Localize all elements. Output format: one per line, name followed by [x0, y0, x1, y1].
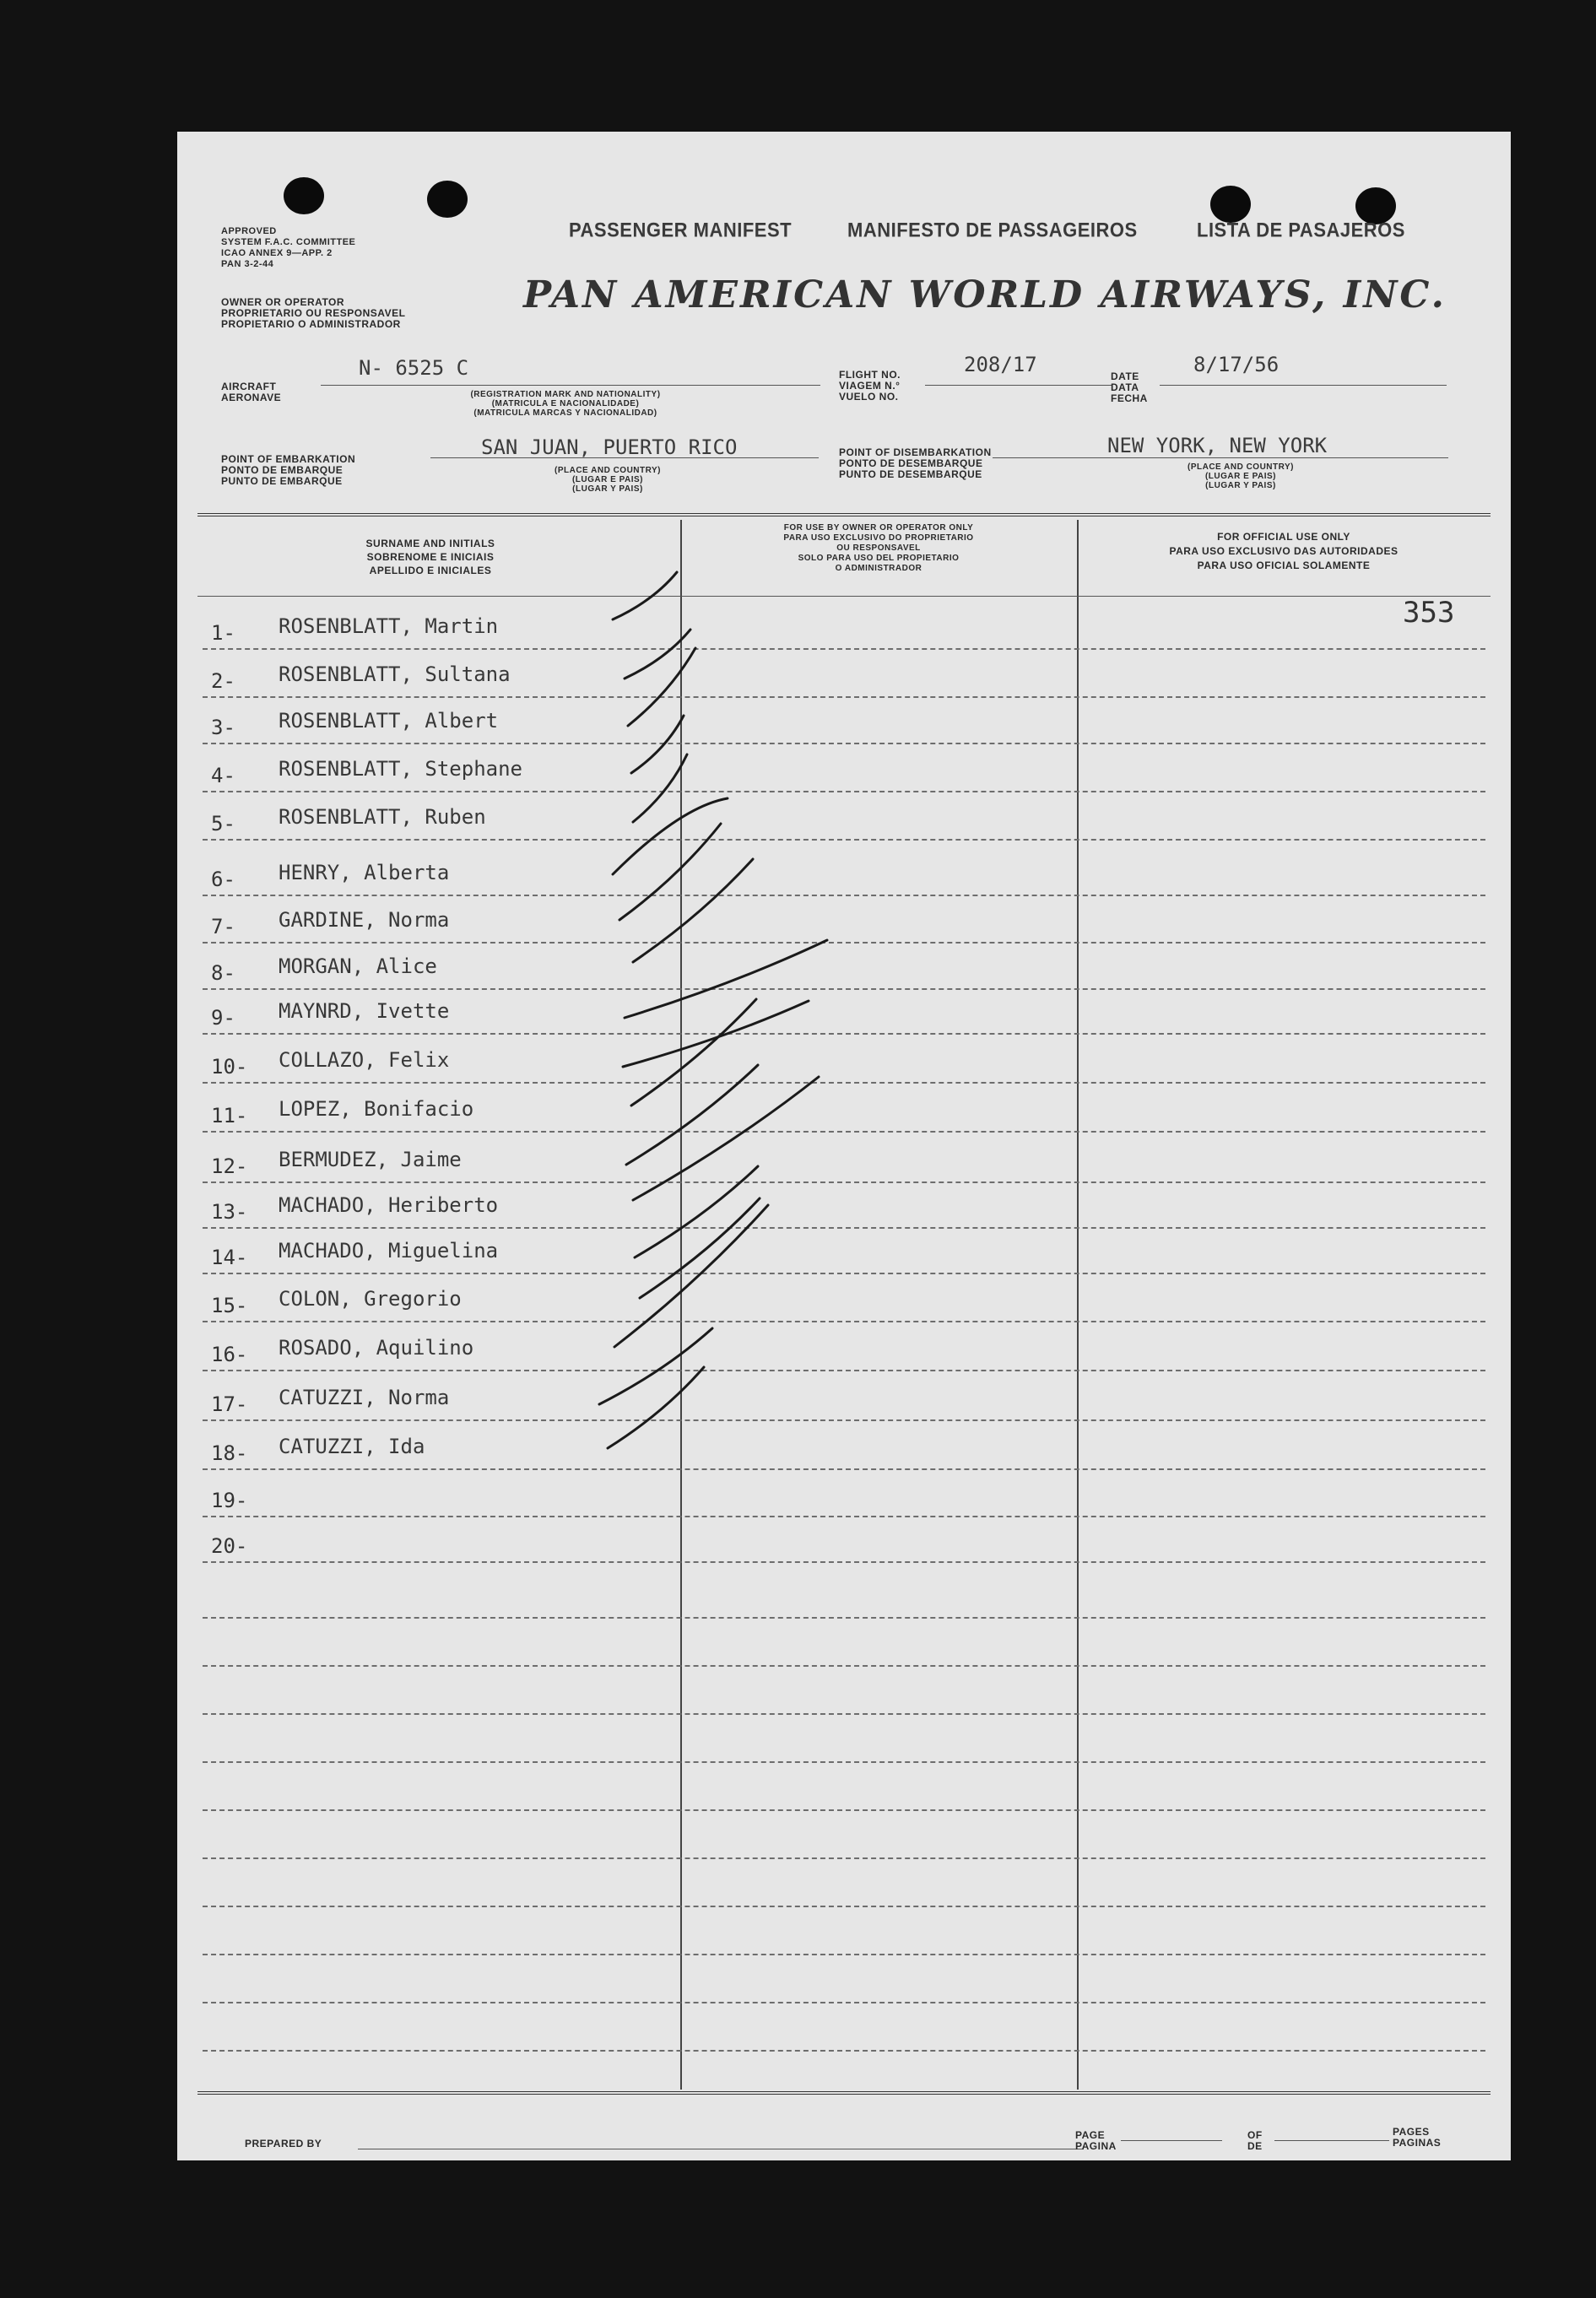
passenger-name: BERMUDEZ, Jaime [279, 1148, 462, 1171]
passenger-name: ROSADO, Aquilino [279, 1336, 474, 1360]
approval-block [221, 226, 355, 270]
row-line [203, 648, 1485, 650]
table-top-rule [197, 513, 1491, 516]
punch-hole [284, 177, 324, 214]
blank-line [203, 1761, 1485, 1763]
passenger-name: MACHADO, Heriberto [279, 1193, 499, 1217]
row-line [203, 743, 1485, 744]
official-number: 353 [1403, 596, 1455, 630]
flight-date: 8/17/56 [1193, 353, 1280, 376]
row-line [203, 1321, 1485, 1322]
row-number: 2- [211, 669, 235, 693]
passenger-name: GARDINE, Norma [279, 908, 450, 932]
flight-number: 208/17 [964, 353, 1037, 376]
check-mark [626, 1065, 758, 1165]
row-line [203, 1273, 1485, 1274]
passenger-name: MAYNRD, Ivette [279, 999, 450, 1023]
row-line [203, 1082, 1485, 1084]
row-line [203, 1468, 1485, 1470]
check-mark [635, 1166, 758, 1257]
header-bottom-rule [197, 596, 1491, 597]
row-line [203, 791, 1485, 792]
row-line [203, 1561, 1485, 1563]
check-mark [613, 798, 728, 874]
blank-line [203, 1617, 1485, 1619]
row-number: 17- [211, 1392, 248, 1416]
aircraft-label: AIRCRAFT AERONAVE [221, 381, 282, 403]
row-line [203, 895, 1485, 896]
check-mark [633, 859, 753, 962]
row-line [203, 1419, 1485, 1421]
airline-name: PAN AMERICAN WORLD AIRWAYS, INC. [523, 273, 1447, 316]
passenger-name: CATUZZI, Ida [279, 1435, 425, 1458]
check-mark [628, 648, 695, 726]
row-number: 14- [211, 1246, 248, 1269]
row-number: 18- [211, 1441, 248, 1465]
embarkation-label: POINT OF EMBARKATION PONTO DE EMBARQUE PUNTO DE EMBARQUE [221, 453, 356, 487]
column-header-owner-use: FOR USE BY OWNER OR OPERATOR ONLY PARA USO EXCLUSIVO DO PROPRIETARIO OU RESPONSAVEL SOLO PARA USO DEL PROPIETARIO O ADMINISTRADOR [783, 523, 974, 573]
check-mark [599, 1328, 712, 1404]
column-divider-left [680, 520, 682, 2090]
row-line [203, 942, 1485, 944]
title-portuguese: MANIFESTO DE PASSAGEIROS [847, 218, 1138, 242]
blank-line [203, 1665, 1485, 1667]
approval-line: PAN 3-2-44 [221, 259, 274, 269]
check-mark [608, 1367, 704, 1448]
row-number: 19- [211, 1489, 248, 1512]
row-number: 7- [211, 915, 235, 938]
page-line [1121, 2140, 1222, 2141]
title-spanish: LISTA DE PASAJEROS [1197, 218, 1405, 242]
row-number: 16- [211, 1343, 248, 1366]
of-label: OF DE [1247, 2129, 1263, 2152]
blank-line [203, 1713, 1485, 1715]
approval-line: SYSTEM F.A.C. COMMITTEE [221, 237, 356, 247]
column-header-names: SURNAME AND INITIALS SOBRENOME E INICIAIS APELLIDO E INICIALES [365, 538, 495, 576]
passenger-name: ROSENBLATT, Ruben [279, 805, 486, 829]
aircraft-sublabel: (REGISTRATION MARK AND NATIONALITY) (MATRICULA E NACIONALIDADE) (MATRICULA MARCAS Y NACIONALIDAD) [470, 390, 661, 418]
approval-line: ICAO ANNEX 9—APP. 2 [221, 248, 333, 258]
aircraft-registration: N- 6525 C [359, 356, 469, 380]
passenger-name: ROSENBLATT, Martin [279, 614, 499, 638]
passenger-name: MORGAN, Alice [279, 954, 437, 978]
check-mark [625, 940, 827, 1018]
blank-line [203, 1906, 1485, 1907]
disembarkation-sublabel: (PLACE AND COUNTRY) (LUGAR E PAIS) (LUGAR Y PAIS) [1188, 462, 1294, 490]
row-number: 6- [211, 868, 235, 891]
row-number: 20- [211, 1534, 248, 1558]
row-line [203, 1181, 1485, 1183]
row-line [203, 1516, 1485, 1517]
blank-line [203, 1857, 1485, 1859]
row-line [203, 696, 1485, 698]
passenger-name: MACHADO, Miguelina [279, 1239, 499, 1263]
row-number: 8- [211, 961, 235, 985]
row-line [203, 988, 1485, 990]
check-mark [631, 999, 756, 1106]
passenger-name: ROSENBLATT, Albert [279, 709, 499, 733]
approval-line: APPROVED [221, 226, 277, 236]
disembarkation-underline [993, 457, 1448, 458]
punch-hole [427, 181, 468, 218]
of-line [1274, 2140, 1389, 2141]
disembarkation-place: NEW YORK, NEW YORK [1107, 434, 1328, 457]
prepared-by-label: PREPARED BY [245, 2138, 322, 2149]
check-mark [633, 754, 687, 822]
passenger-name: CATUZZI, Norma [279, 1386, 450, 1409]
row-line [203, 1033, 1485, 1035]
row-number: 3- [211, 716, 235, 739]
row-number: 10- [211, 1055, 248, 1079]
row-number: 13- [211, 1200, 248, 1224]
passenger-name: COLLAZO, Felix [279, 1048, 450, 1072]
column-header-official: FOR OFFICIAL USE ONLY PARA USO EXCLUSIVO DAS AUTORIDADES PARA USO OFICIAL SOLAMENTE [1169, 531, 1399, 571]
passenger-name: LOPEZ, Bonifacio [279, 1097, 474, 1121]
aircraft-underline [321, 385, 820, 386]
flight-underline [925, 385, 1112, 386]
check-mark [631, 716, 684, 773]
row-line [203, 839, 1485, 841]
flight-label: FLIGHT NO. VIAGEM N.° VUELO NO. [839, 369, 901, 403]
blank-line [203, 2002, 1485, 2003]
blank-line [203, 1809, 1485, 1811]
owner-label: OWNER OR OPERATOR PROPRIETARIO OU RESPONSAVEL PROPIETARIO O ADMINISTRADOR [221, 296, 406, 330]
row-number: 11- [211, 1104, 248, 1127]
passenger-name: COLON, Gregorio [279, 1287, 462, 1311]
row-line [203, 1227, 1485, 1229]
row-number: 9- [211, 1006, 235, 1030]
punch-hole [1210, 186, 1251, 223]
date-label: DATE DATA FECHA [1111, 370, 1148, 404]
row-number: 15- [211, 1294, 248, 1317]
row-number: 4- [211, 764, 235, 787]
blank-line [203, 1954, 1485, 1955]
page-label: PAGE PAGINA [1075, 2129, 1117, 2152]
column-divider-right [1077, 520, 1079, 2090]
row-number: 1- [211, 621, 235, 645]
row-line [203, 1131, 1485, 1133]
passenger-name: HENRY, Alberta [279, 861, 450, 884]
row-number: 12- [211, 1154, 248, 1178]
row-line [203, 1370, 1485, 1371]
title-english: PASSENGER MANIFEST [569, 218, 793, 242]
embarkation-place: SAN JUAN, PUERTO RICO [481, 435, 738, 459]
manifest-sheet [177, 132, 1511, 2160]
pages-label: PAGES PAGINAS [1393, 2126, 1442, 2149]
blank-line [203, 2050, 1485, 2052]
row-number: 5- [211, 812, 235, 835]
passenger-name: ROSENBLATT, Sultana [279, 662, 511, 686]
embarkation-sublabel: (PLACE AND COUNTRY) (LUGAR E PAIS) (LUGAR Y PAIS) [555, 466, 661, 494]
disembarkation-label: POINT OF DISEMBARKATION PONTO DE DESEMBARQUE PUNTO DE DESEMBARQUE [839, 446, 992, 480]
date-underline [1160, 385, 1447, 386]
check-mark [640, 1198, 760, 1298]
passenger-name: ROSENBLATT, Stephane [279, 757, 522, 781]
table-bottom-rule [197, 2091, 1491, 2095]
